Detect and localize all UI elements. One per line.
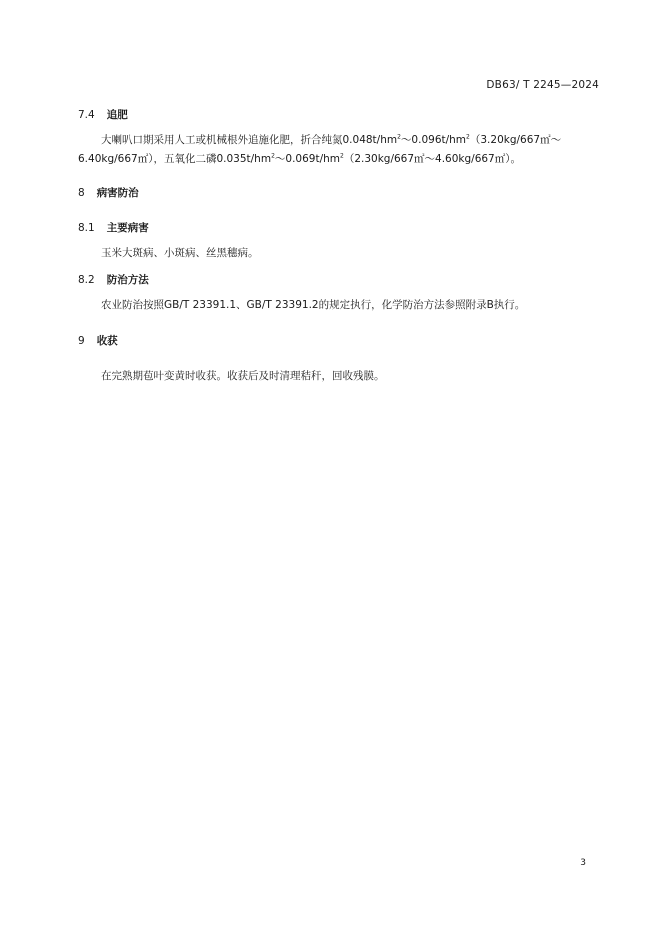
section-number: 8: [78, 187, 85, 199]
section-9-paragraph: 在完熟期苞叶变黄时收获。收获后及时清理秸秆，回收残膜。: [101, 370, 385, 382]
section-8-heading: [78, 185, 139, 200]
section-8-1-paragraph: 玉米大斑病、小斑病、丝黑穗病。: [101, 247, 259, 259]
text-run: （3.20kg/667㎡～6.40kg/667㎡），五氧化二磷0.035t/hm: [78, 134, 562, 165]
section-9-heading: [78, 333, 118, 348]
section-7-4-heading: [78, 107, 128, 122]
section-number: 9: [78, 335, 85, 347]
section-title: 追肥: [106, 109, 128, 121]
section-title: 病害防治: [96, 187, 139, 199]
section-title: 防治方法: [106, 274, 149, 286]
section-8-1-heading: [78, 220, 149, 235]
text-run: ～0.069t/hm: [274, 153, 340, 165]
section-8-2-heading: [78, 272, 149, 287]
page-number: 3: [580, 858, 586, 868]
superscript: 2: [466, 133, 470, 141]
superscript: 2: [397, 133, 401, 141]
superscript: 2: [340, 152, 344, 160]
section-number: 8.2: [78, 274, 95, 286]
section-number: 8.1: [78, 222, 95, 234]
section-8-2-paragraph: 农业防治按照GB/T 23391.1、GB/T 23391.2的规定执行，化学防治方法参照附录B执行。: [101, 299, 526, 311]
section-number: 7.4: [78, 109, 95, 121]
text-run: ～0.096t/hm: [400, 134, 467, 146]
superscript: 2: [271, 152, 275, 160]
standard-code: DB63/ T 2245—2024: [486, 79, 599, 91]
section-title: 主要病害: [106, 222, 149, 234]
section-7-4-paragraph: [78, 131, 598, 169]
text-run: 大喇叭口期采用人工或机械根外追施化肥，折合纯氮0.048t/hm: [101, 134, 398, 146]
section-title: 收获: [96, 335, 118, 347]
text-run: （2.30kg/667㎡～4.60kg/667㎡）。: [343, 153, 521, 165]
